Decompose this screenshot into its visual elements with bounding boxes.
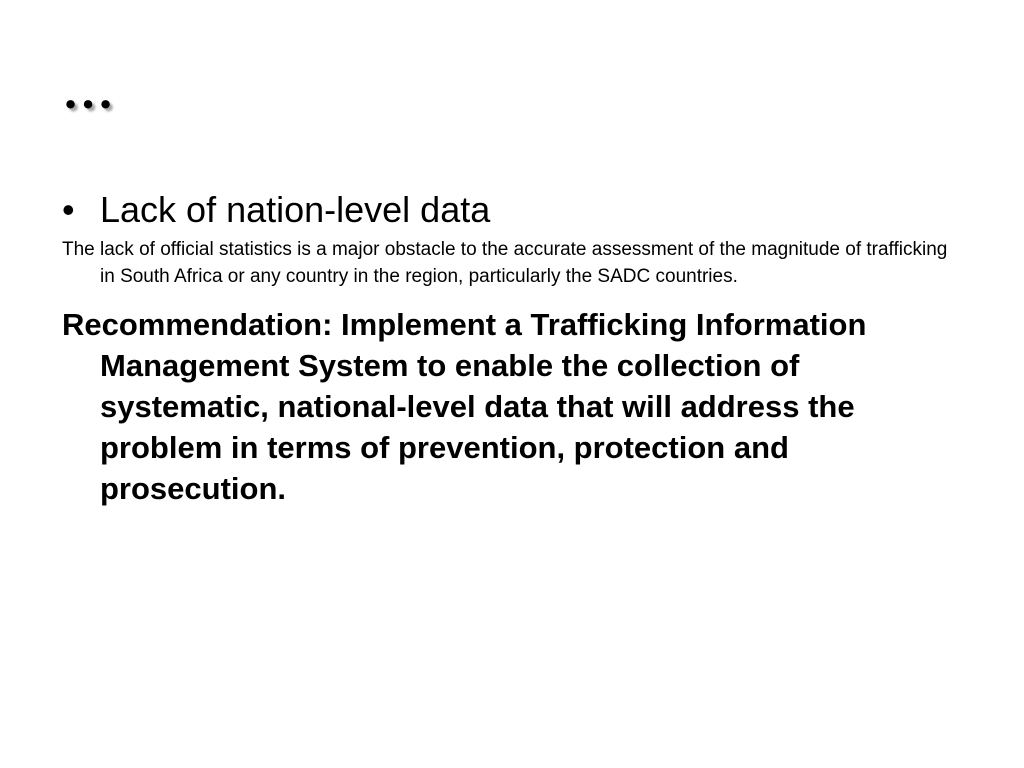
bullet-text: Lack of nation-level data <box>100 189 491 230</box>
bullet-point <box>62 188 962 232</box>
recommendation-paragraph: Recommendation: Implement a Trafficking Information Management System to enable the collection of systematic, national-level data that will address the problem in terms of prevention, protection and prosecution. <box>62 307 867 506</box>
body-paragraph: The lack of official statistics is a major obstacle to the accurate assessment of the magnitude of trafficking in South Africa or any country in the region, particularly the SADC countries. <box>62 239 948 287</box>
slide-title: … <box>62 63 114 120</box>
slide-body <box>62 188 962 509</box>
bullet-icon: • <box>62 189 75 230</box>
